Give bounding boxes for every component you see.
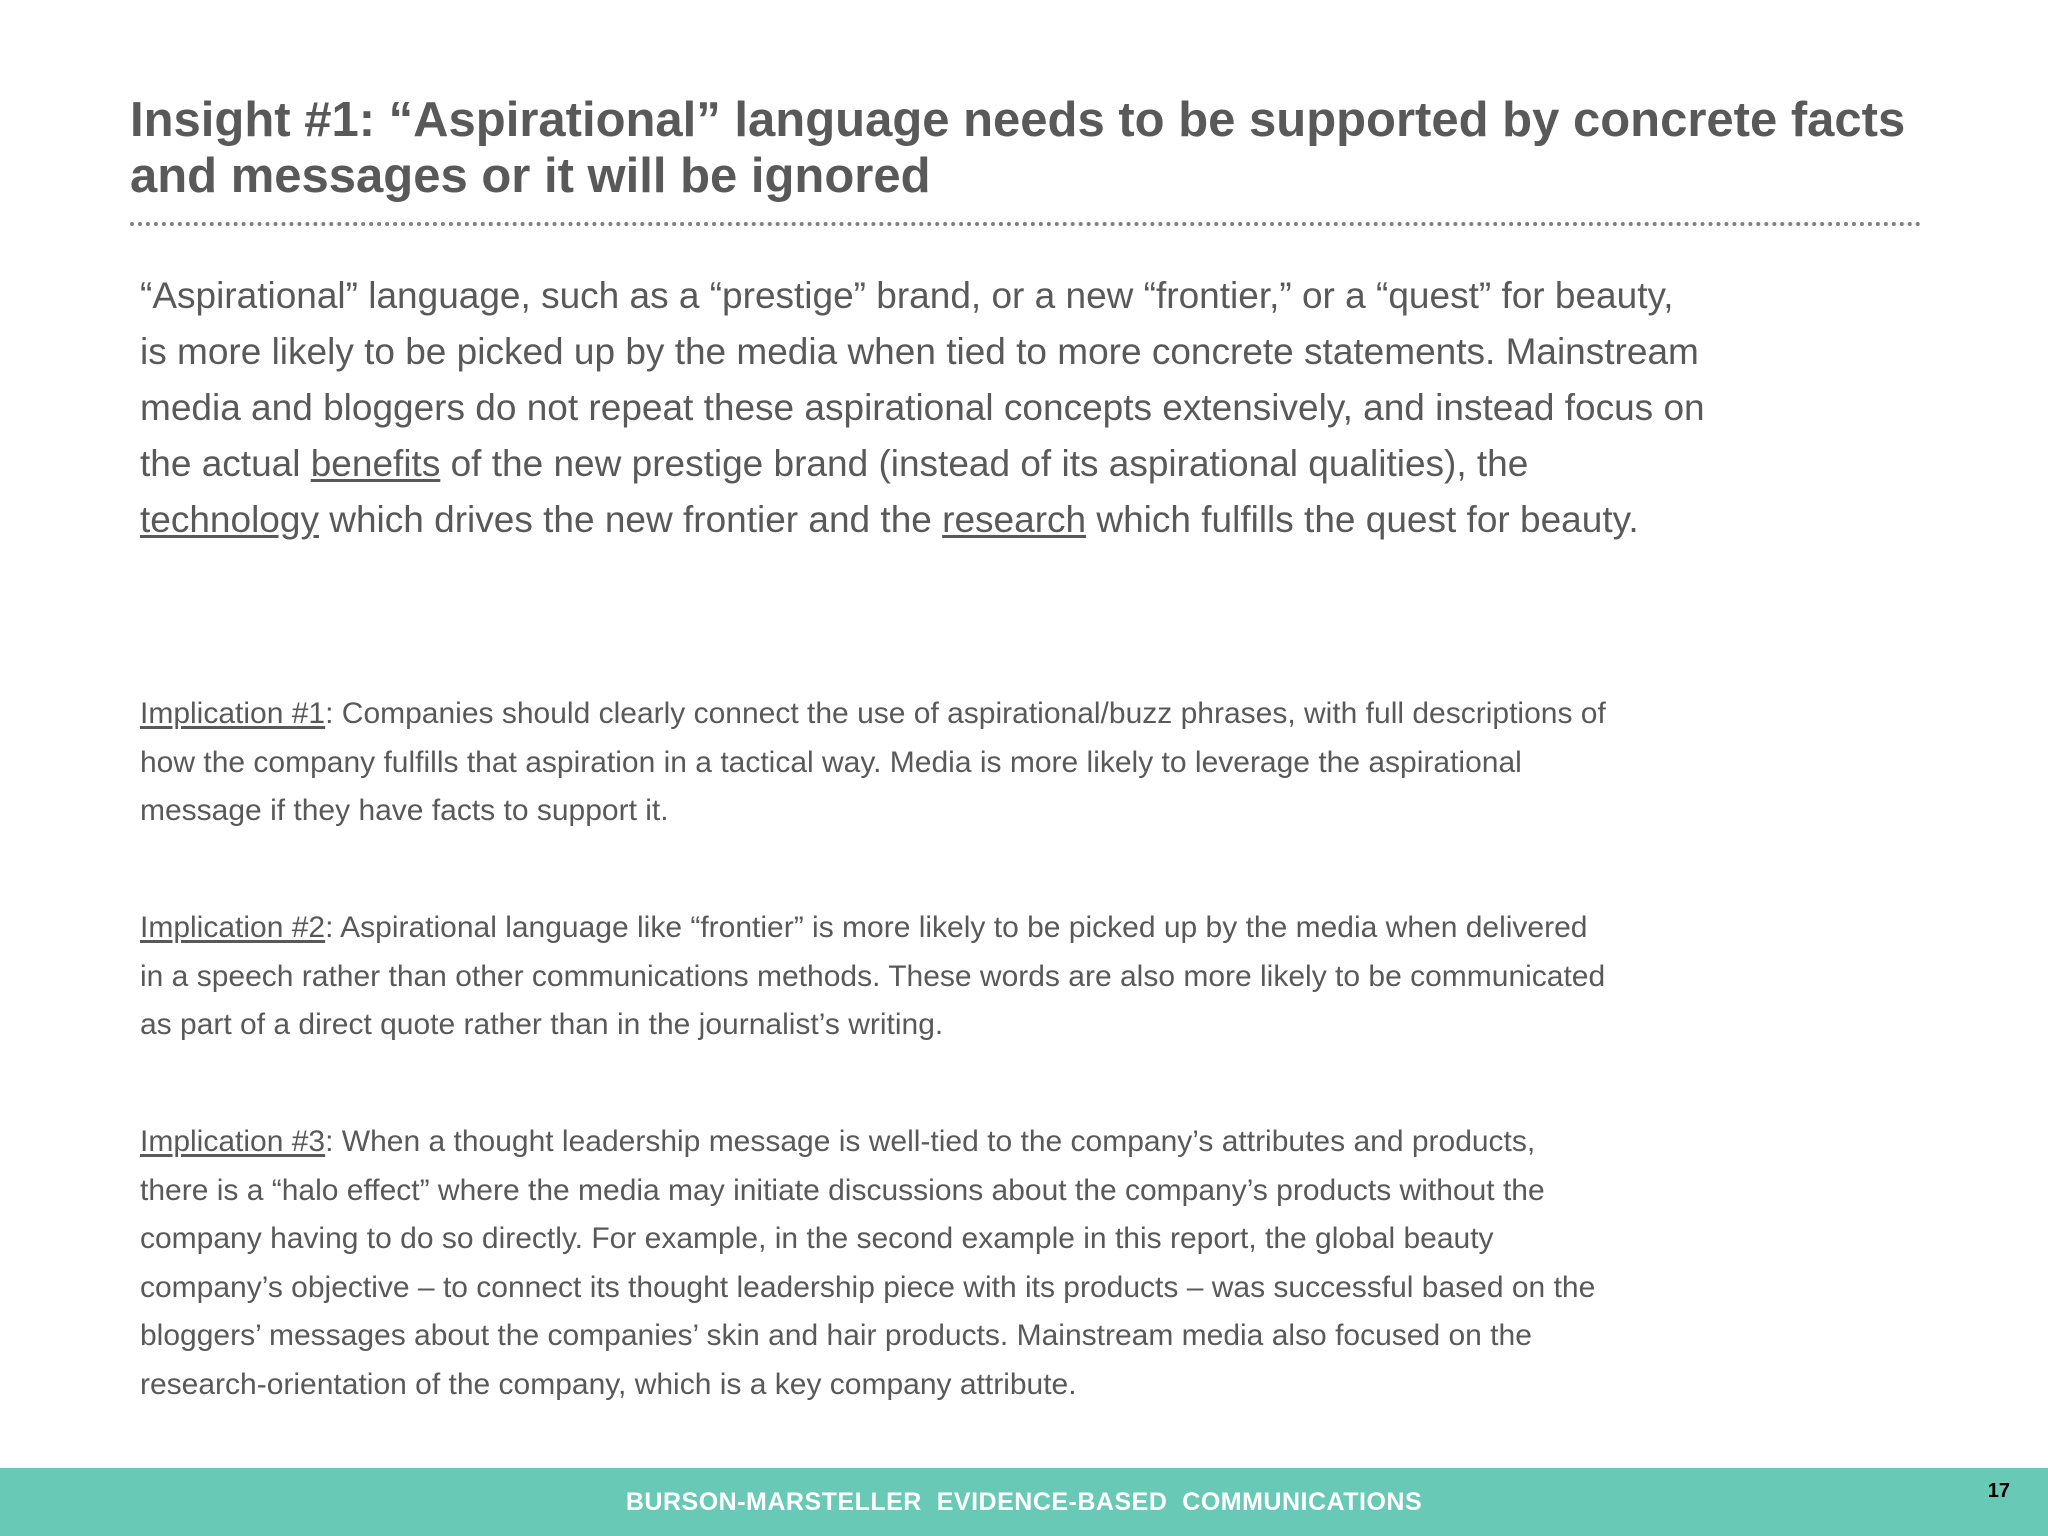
title-divider xyxy=(130,222,1922,226)
insight-line-4-post: of the new prestige brand (instead of its aspirational qualities), the xyxy=(440,443,1529,484)
benefits-underlined: benefits xyxy=(310,443,441,484)
implication-2-line-1 xyxy=(140,904,1980,953)
implication-1-line-3: message if they have facts to support it. xyxy=(140,794,669,827)
implication-2-line-1-text: : Aspirational language like “frontier” is more likely to be picked up by the media when delivered xyxy=(325,911,1588,944)
implication-1-line-1 xyxy=(140,690,1980,739)
implication-3-line-3: company having to do so directly. For example, in the second example in this report, the global beauty xyxy=(140,1222,1494,1255)
insight-line-5-post: which fulfills the quest for beauty. xyxy=(1086,499,1639,540)
implication-1 xyxy=(140,690,1980,836)
technology-underlined: technology xyxy=(140,499,319,540)
insight-line-5-mid: which drives the new frontier and the xyxy=(318,499,943,540)
implication-2-line-3: as part of a direct quote rather than in the journalist’s writing. xyxy=(140,1008,944,1041)
implication-3-line-1 xyxy=(140,1118,1980,1167)
insight-paragraph xyxy=(140,268,1940,548)
insight-line-2: is more likely to be picked up by the media when tied to more concrete statements. Mainstream xyxy=(140,331,1699,372)
insight-line-1: “Aspirational” language, such as a “prestige” brand, or a new “frontier,” or a “quest” for beauty, xyxy=(140,275,1674,316)
slide-title xyxy=(130,92,1930,204)
footer-brand-text: BURSON-MARSTELLER EVIDENCE-BASED COMMUNICATIONS xyxy=(625,1488,1423,1516)
implication-2-line-2: in a speech rather than other communications methods. These words are also more likely to be communicated xyxy=(140,959,1606,993)
implication-2-label: Implication #2 xyxy=(140,911,326,944)
research-underlined: research xyxy=(942,499,1087,540)
implication-3-line-6: research-orientation of the company, which is a key company attribute. xyxy=(140,1367,1077,1401)
implication-3 xyxy=(140,1118,1980,1409)
implication-3-label: Implication #3 xyxy=(140,1125,326,1158)
implication-3-line-5: bloggers’ messages about the companies’ skin and hair products. Mainstream media also focused on the xyxy=(140,1319,1532,1352)
implication-2 xyxy=(140,904,1980,1050)
insight-line-4 xyxy=(140,436,1940,492)
insight-line-5 xyxy=(140,492,1940,548)
implication-1-line-1-text: : Companies should clearly connect the use of aspirational/buzz phrases, with full descriptions of xyxy=(325,697,1606,730)
implication-1-line-2: how the company fulfills that aspiration in a tactical way. Media is more likely to leverage the aspirational xyxy=(140,745,1522,779)
insight-line-4-pre: the actual xyxy=(140,443,311,484)
implication-3-line-2: there is a “halo effect” where the media may initiate discussions about the company’s products without the xyxy=(140,1173,1545,1207)
slide-title-line-2: and messages or it will be ignored xyxy=(130,149,931,203)
insight-line-3: media and bloggers do not repeat these aspirational concepts extensively, and instead focus on xyxy=(140,387,1705,428)
page-number: 17 xyxy=(1987,1480,2010,1502)
implication-1-label: Implication #1 xyxy=(140,697,326,730)
implication-3-line-1-text: : When a thought leadership message is well-tied to the company’s attributes and products, xyxy=(325,1125,1536,1158)
footer-bar xyxy=(0,1468,2048,1536)
implication-3-line-4: company’s objective – to connect its thought leadership piece with its products – was successful based on the xyxy=(140,1270,1596,1304)
slide-title-line-1: Insight #1: “Aspirational” language needs to be supported by concrete facts xyxy=(130,93,1906,147)
